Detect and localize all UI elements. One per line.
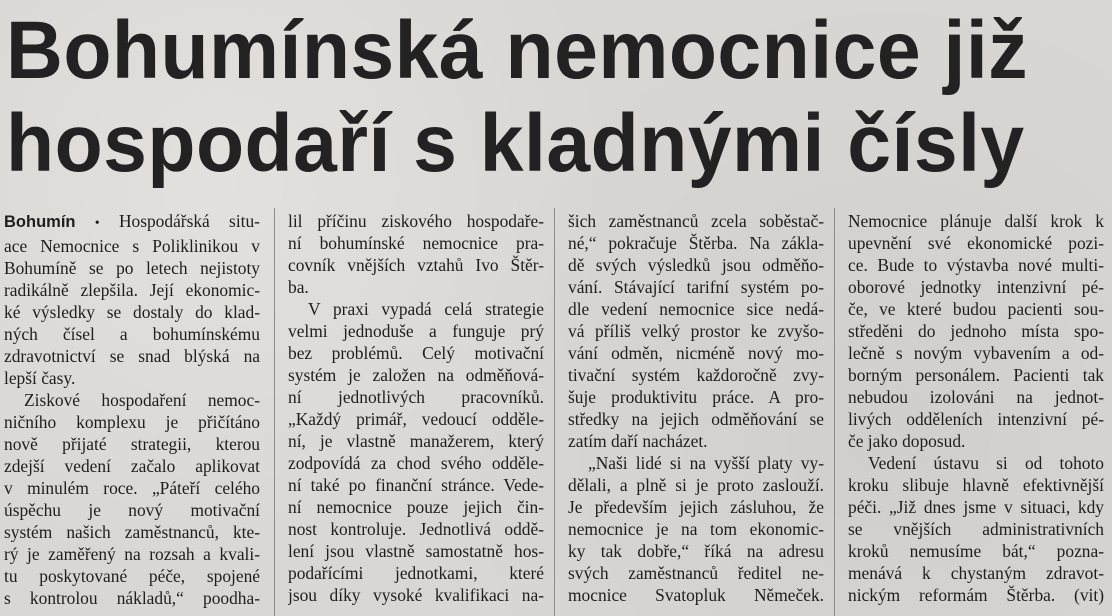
text-line: systém je založen na odměňová- <box>288 365 544 385</box>
article-column-3 <box>568 210 824 606</box>
text-line: V praxi vypadá celá strategie <box>308 299 544 319</box>
text-line: tu poskytované péče, spojené <box>4 566 260 586</box>
text-line: šuje produktivitu práce. A pro- <box>568 387 824 407</box>
text-line: ní také po finanční stránce. Vede- <box>288 475 544 495</box>
text-line: Je především jejich zásluhou, že <box>568 497 824 517</box>
text-line: kroků nemusíme bát,“ pozna- <box>848 541 1104 561</box>
text-line: ace Nemocnice s Poliklinikou v <box>4 236 260 256</box>
text-line: velmi jednoduše a funguje prý <box>288 321 544 341</box>
text-line: jsou díky vysoké kvalifikaci na- <box>288 585 544 605</box>
text-line: ných čísel a bohumínskému <box>4 324 260 344</box>
text-line: mocnice Svatopluk Němeček. <box>568 585 824 605</box>
text-line: úspěchu je nový motivační <box>4 500 260 520</box>
text-line: zatím daří nacházet. <box>568 431 708 451</box>
text-line: lil příčinu ziskového hospodaře- <box>288 211 544 231</box>
text-line: „Naši lidé si na vyšší platy vy- <box>588 453 824 473</box>
text-line: nost kontroluje. Jednotlivá oddě- <box>288 519 544 539</box>
article-column-4 <box>848 210 1104 606</box>
article-headline <box>6 4 1066 190</box>
text-line: ce. Bude to výstavba nové multi- <box>848 255 1104 275</box>
text-line: „Každý primář, vedoucí odděle- <box>288 409 544 429</box>
text-line: ba. <box>288 277 309 297</box>
text-line: upevnění své ekonomické pozi- <box>848 233 1104 253</box>
text-line: ní bohumínské nemocnice pra- <box>288 233 544 253</box>
text-line: se vnějších administrativních <box>848 519 1104 539</box>
text-line: dělali, a plně si je proto zaslouží. <box>568 475 824 495</box>
text-line: né,“ pokračuje Štěrba. Na zákla- <box>568 233 824 253</box>
dateline: Bohumín <box>4 213 76 231</box>
text-line: Vedení ústavu si od tohoto <box>868 453 1104 473</box>
text-line: Bohumíně se po letech nejistoty <box>4 258 260 278</box>
text-line: zdejší vedení začalo aplikovat <box>4 456 260 476</box>
text-line: lečně s novým vybavením a od- <box>848 343 1104 363</box>
text-line: zdravotnictví se snad blýská na <box>4 346 260 366</box>
text-line: tivační systém každoročně zvy- <box>568 365 824 385</box>
text-line: nickým reformám Štěrba. (vit) <box>848 585 1104 605</box>
headline-line-2: hospodaří s kladnými čísly <box>6 98 1025 189</box>
text-line: ní, je vlastně manažerem, který <box>288 431 544 451</box>
column-divider <box>554 208 555 616</box>
text-line: středky na jejich odměňování se <box>568 409 824 429</box>
text-line: ní nemocnice pouze jejich čin- <box>288 497 544 517</box>
text-line: systém našich zaměstnanců, kte- <box>4 522 260 542</box>
text-line: v minulém roce. „Páteří celého <box>4 478 260 498</box>
text-line: Hospodářská situ- <box>118 211 260 231</box>
text-line: nebudou izolováni na jednot- <box>848 387 1104 407</box>
text-line: Nemocnice plánuje další krok k <box>848 211 1104 231</box>
column-divider <box>274 208 275 616</box>
text-line: zodpovídá za chod svého odděle- <box>288 453 544 473</box>
text-line: šich zaměstnanců zcela soběstač- <box>568 211 824 231</box>
text-line: nově přijaté strategii, kterou <box>4 434 260 454</box>
text-line: livých odděleních intenzivní pé- <box>848 409 1104 429</box>
text-line: covník vnějších vztahů Ivo Štěr- <box>288 255 544 275</box>
text-line: Ziskové hospodaření nemoc- <box>24 390 260 410</box>
text-line: nemocnice je na tom ekonomic- <box>568 519 824 539</box>
text-line: oborové jednotky intenzivní pé- <box>848 277 1104 297</box>
article-column-1 <box>4 210 260 609</box>
text-line: rý je zaměřený na rozsah a kvali- <box>4 544 260 564</box>
column-divider <box>834 208 835 616</box>
text-line: ky tak dobře,“ říká na adresu <box>568 541 824 561</box>
text-line: menává k chystaným zdravot- <box>848 563 1104 583</box>
text-line: ní jednotlivých pracovníků. <box>288 387 544 407</box>
text-line: ké výsledky se dostaly do klad- <box>4 302 260 322</box>
text-line: lení jsou vlastně samostatně hos- <box>288 541 544 561</box>
text-line: vání odměn, nicméně nový mo- <box>568 343 824 363</box>
text-line: če jako doposud. <box>848 431 966 451</box>
dateline-bullet: • <box>94 216 100 231</box>
article-column-2 <box>288 210 544 606</box>
text-line: radikálně zlepšila. Její ekonomic- <box>4 280 260 300</box>
text-line: vání. Stávající tarifní systém po- <box>568 277 824 297</box>
text-line: dle vedení nemocnice sice nedá- <box>568 299 824 319</box>
text-line: borným personálem. Pacienti tak <box>848 365 1104 385</box>
text-line: péči. „Již dnes jsme v situaci, kdy <box>848 497 1104 517</box>
text-line: lepší časy. <box>4 368 76 388</box>
text-line: středěni do jednoho místa spo- <box>848 321 1104 341</box>
text-line: ničního komplexu je přičítáno <box>4 412 260 432</box>
text-line: če, ve které budou pacienti sou- <box>848 299 1104 319</box>
text-line: dě svých výsledků jsou odměňo- <box>568 255 824 275</box>
text-line: vá příliš velký prostor ke zvyšo- <box>568 321 824 341</box>
text-line: bez problémů. Celý motivační <box>288 343 544 363</box>
headline-line-1: Bohumínská nemocnice již <box>6 5 1029 96</box>
text-line: podařícími jednotkami, které <box>288 563 544 583</box>
text-line: svých zaměstnanců ředitel ne- <box>568 563 824 583</box>
text-line <box>4 210 260 235</box>
text-line: kroku slibuje hlavně efektivnější <box>848 475 1104 495</box>
text-line: s kontrolou nákladů,“ poodha- <box>4 588 260 608</box>
